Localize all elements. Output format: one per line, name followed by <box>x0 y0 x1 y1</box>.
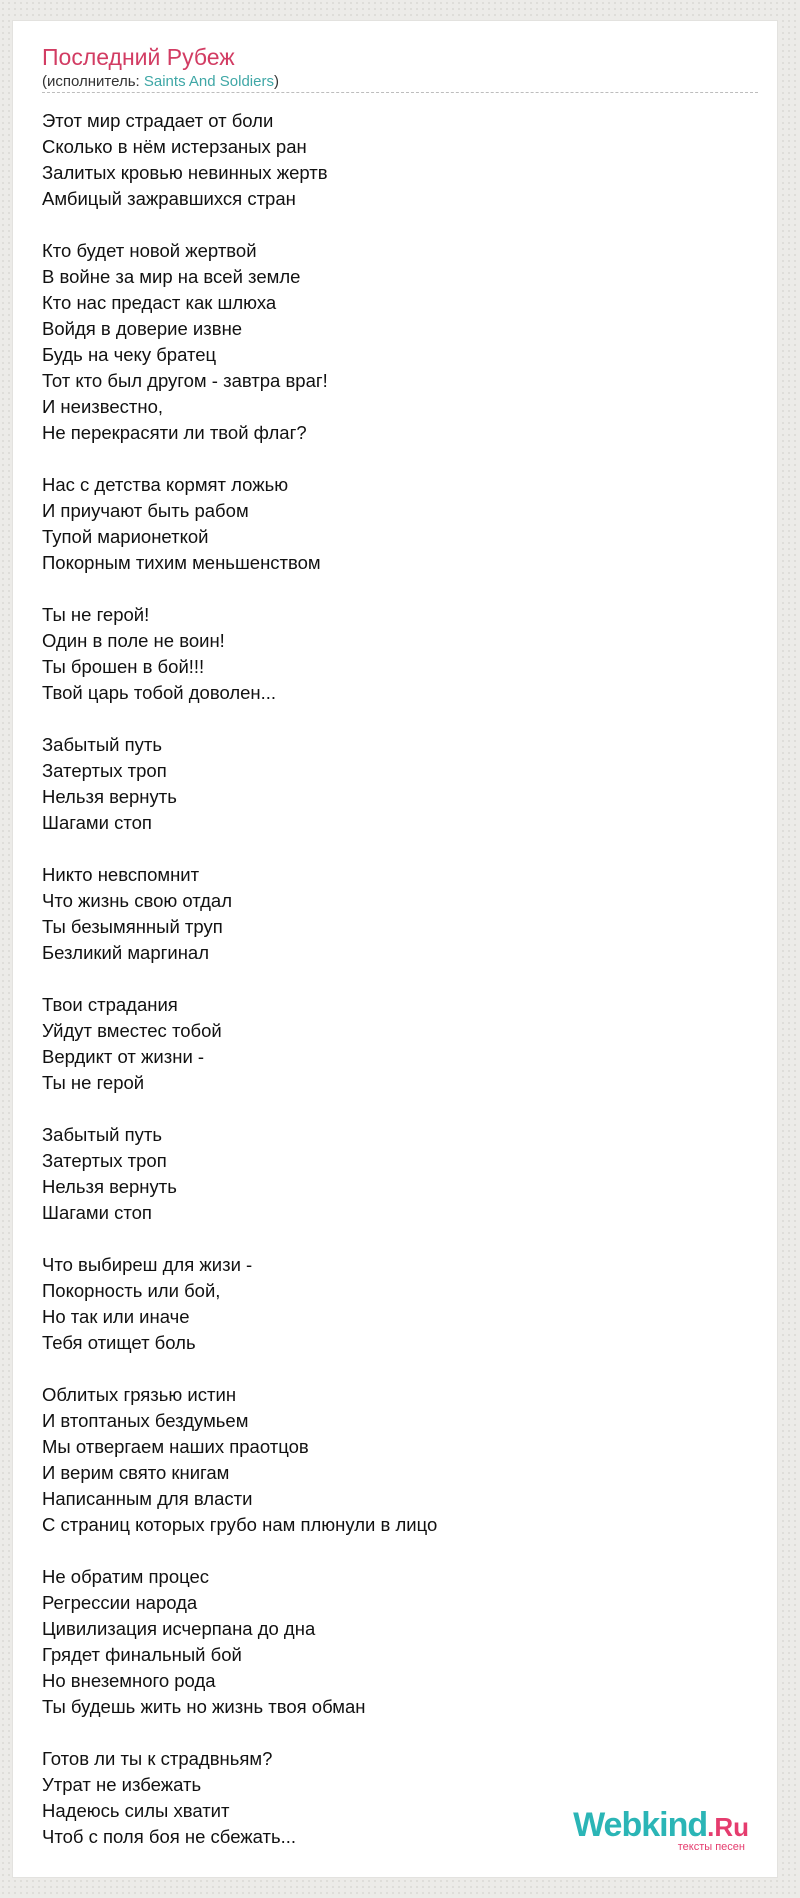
lyric-line: И неизвестно, <box>42 396 164 417</box>
lyric-line: Облитых грязью истин <box>42 1384 237 1405</box>
lyrics-stanza <box>42 1746 437 1850</box>
lyric-line: Надеюсь силы хватит <box>42 1800 230 1821</box>
song-title: Последний Рубеж <box>42 44 235 70</box>
lyric-line: Ты будешь жить но жизнь твоя обман <box>42 1696 366 1717</box>
logo-tagline: тексты песен <box>677 1841 745 1853</box>
lyric-line: И втоптаных бездумьем <box>42 1410 249 1431</box>
lyric-line: Тот кто был другом - завтра враг! <box>42 370 328 391</box>
lyric-line: Не обратим процес <box>42 1566 210 1587</box>
lyrics-stanza <box>42 732 437 836</box>
lyric-line: Регрессии народа <box>42 1592 198 1613</box>
lyric-line: Шагами стоп <box>42 1202 152 1223</box>
lyric-line: Нельзя вернуть <box>42 786 177 807</box>
lyric-line: Затертых троп <box>42 1150 167 1171</box>
lyric-line: И верим свято книгам <box>42 1462 230 1483</box>
lyric-line: Ты безымянный труп <box>42 916 223 937</box>
lyric-line: Не перекрасяти ли твой флаг? <box>42 422 307 443</box>
lyric-line: Кто нас предаст как шлюха <box>42 292 277 313</box>
lyric-line: Безликий маргинал <box>42 942 210 963</box>
lyric-line: Написанным для власти <box>42 1488 253 1509</box>
lyrics-text <box>42 108 437 1876</box>
lyric-line: Сколько в нём истерзаных ран <box>42 136 307 157</box>
artist-link[interactable]: Saints And Soldiers <box>143 73 274 90</box>
lyric-line: Войдя в доверие извне <box>42 318 243 339</box>
lyric-line: Нельзя вернуть <box>42 1176 177 1197</box>
lyric-line: Что жизнь свою отдал <box>42 890 233 911</box>
lyric-line: Никто невспомнит <box>42 864 200 885</box>
lyrics-stanza <box>42 472 437 576</box>
lyric-line: Тупой марионеткой <box>42 526 209 547</box>
lyric-line: Но так или иначе <box>42 1306 190 1327</box>
lyrics-stanza <box>42 862 437 966</box>
logo-suffix: .Ru <box>707 1812 749 1842</box>
lyrics-stanza <box>42 1252 437 1356</box>
lyric-line: Покорным тихим меньшенством <box>42 552 321 573</box>
lyric-line: Шагами стоп <box>42 812 152 833</box>
lyric-line: Покорность или бой, <box>42 1280 221 1301</box>
lyric-line: Цивилизация исчерпана до дна <box>42 1618 316 1639</box>
lyric-line: Что выбиреш для жизи - <box>42 1254 253 1275</box>
lyric-line: Будь на чеку братец <box>42 344 217 365</box>
byline-prefix: (исполнитель: <box>42 73 144 90</box>
lyric-line: Забытый путь <box>42 734 162 755</box>
lyrics-stanza <box>42 1382 437 1538</box>
lyric-line: Этот мир страдает от боли <box>42 110 274 131</box>
lyric-line: Ты брошен в бой!!! <box>42 656 205 677</box>
lyric-line: Ты не герой <box>42 1072 145 1093</box>
site-logo[interactable] <box>573 1808 749 1853</box>
lyrics-stanza <box>42 238 437 446</box>
lyric-line: Тебя отищет боль <box>42 1332 196 1353</box>
lyric-line: Забытый путь <box>42 1124 162 1145</box>
lyric-line: Твой царь тобой доволен... <box>42 682 277 703</box>
lyrics-stanza <box>42 992 437 1096</box>
lyric-line: Затертых троп <box>42 760 167 781</box>
artist-byline <box>42 73 279 91</box>
lyric-line: Твои страдания <box>42 994 178 1015</box>
lyric-line: Ты не герой! <box>42 604 150 625</box>
lyric-line: С страниц которых грубо нам плюнули в лицо <box>42 1514 438 1535</box>
lyrics-stanza <box>42 108 437 212</box>
lyrics-stanza <box>42 1122 437 1226</box>
lyric-line: Один в поле не воин! <box>42 630 225 651</box>
lyric-line: Кто будет новой жертвой <box>42 240 257 261</box>
lyric-line: И приучают быть рабом <box>42 500 249 521</box>
title-divider <box>42 92 758 93</box>
lyric-line: Но внеземного рода <box>42 1670 216 1691</box>
lyric-line: Чтоб с поля боя не сбежать... <box>42 1826 297 1847</box>
lyric-line: Готов ли ты к страдвньям? <box>42 1748 273 1769</box>
byline-suffix: ) <box>273 73 279 90</box>
lyric-line: Утрат не избежать <box>42 1774 202 1795</box>
lyrics-card <box>12 20 778 1878</box>
lyric-line: Вердикт от жизни - <box>42 1046 205 1067</box>
lyric-line: Амбицый зажравшихся стран <box>42 188 296 209</box>
logo-word: Webkind <box>573 1806 708 1844</box>
lyric-line: Нас с детства кормят ложью <box>42 474 289 495</box>
lyric-line: Залитых кровью невинных жертв <box>42 162 328 183</box>
lyric-line: Грядет финальный бой <box>42 1644 242 1665</box>
lyrics-stanza <box>42 602 437 706</box>
lyric-line: Уйдут вместес тобой <box>42 1020 222 1041</box>
lyric-line: В войне за мир на всей земле <box>42 266 301 287</box>
lyrics-stanza <box>42 1564 437 1720</box>
lyric-line: Мы отвергаем наших праотцов <box>42 1436 309 1457</box>
